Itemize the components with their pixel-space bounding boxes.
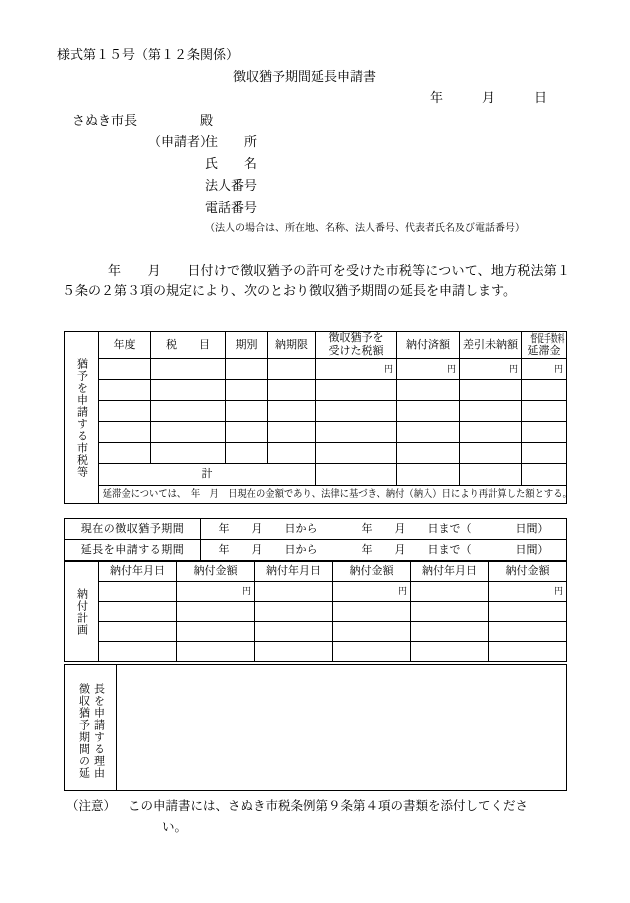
- table-row: [65, 642, 567, 662]
- yen-unit: 円: [446, 363, 456, 374]
- tax-cell-taxitem[interactable]: [151, 380, 226, 401]
- plan-cell-amount-1[interactable]: [177, 582, 255, 602]
- tax-cell-paid-amount[interactable]: [397, 422, 460, 443]
- tax-cell-granted-amount[interactable]: [316, 443, 397, 464]
- plan-col-header-amount-1: 納付金額: [177, 562, 255, 582]
- reason-side-label-left: 徴収猶予期間の延: [77, 682, 90, 779]
- tax-table-side-label: [65, 332, 99, 504]
- plan-cell-date-2[interactable]: [255, 582, 333, 602]
- plan-cell-amount-2[interactable]: [333, 642, 411, 662]
- plan-cell-amount-3[interactable]: [489, 582, 567, 602]
- plan-cell-amount-3[interactable]: [489, 622, 567, 642]
- footnote-continuation: い。: [162, 820, 188, 834]
- tax-cell-unpaid-balance[interactable]: [460, 422, 522, 443]
- plan-cell-date-2[interactable]: [255, 642, 333, 662]
- tax-cell-fee-and-arrears[interactable]: [522, 401, 567, 422]
- tax-table-footnote-cell: [99, 486, 572, 504]
- tax-cell-granted-amount[interactable]: [316, 380, 397, 401]
- payment-plan-side-label: [65, 562, 99, 662]
- tax-cell-granted-amount[interactable]: [316, 422, 397, 443]
- tax-total-label: 計: [99, 464, 316, 486]
- addressee-honorific: 殿: [200, 113, 214, 128]
- tax-cell-period[interactable]: [226, 359, 268, 380]
- reason-table: [64, 664, 567, 791]
- reason-input-area[interactable]: [117, 665, 567, 791]
- tax-cell-taxitem[interactable]: [151, 422, 226, 443]
- extension-period-row: [65, 540, 567, 561]
- applicant-tag: （申請者）: [148, 134, 214, 149]
- footnote-lead: （注意）: [66, 799, 117, 813]
- payment-plan-table: [64, 561, 567, 662]
- plan-cell-date-1[interactable]: [99, 642, 177, 662]
- granted-amount-line2: 受けた税額: [328, 345, 384, 357]
- tax-total-row: [65, 464, 567, 486]
- applicant-name-label: 氏 名: [205, 156, 258, 171]
- plan-cell-amount-1[interactable]: [177, 602, 255, 622]
- form-number: 様式第１５号（第１２条関係）: [57, 47, 240, 62]
- tax-cell-paid-amount[interactable]: [397, 359, 460, 380]
- plan-cell-date-2[interactable]: [255, 622, 333, 642]
- fee-and-arrears-line1: 督促手数料: [530, 332, 565, 345]
- tax-cell-paid-amount[interactable]: [397, 443, 460, 464]
- plan-cell-date-3[interactable]: [411, 622, 489, 642]
- tax-total-unpaid-balance[interactable]: [460, 464, 522, 486]
- table-row: [65, 582, 567, 602]
- tax-cell-granted-amount[interactable]: [316, 401, 397, 422]
- table-row: [65, 443, 567, 464]
- extension-period-label: 延長を申請する期間: [65, 540, 201, 561]
- plan-cell-amount-2[interactable]: [333, 582, 411, 602]
- reason-side-label: [65, 665, 117, 791]
- plan-col-header-amount-3: 納付金額: [489, 562, 567, 582]
- plan-col-header-amount-2: 納付金額: [333, 562, 411, 582]
- body-paragraph: 年 月 日付けで徴収猶予の許可を受けた市税等について、地方税法第１５条の２第３項の規定により、次のとおり徴収猶予期間の延長を申請します。: [62, 263, 570, 298]
- table-row: [65, 422, 567, 443]
- tax-cell-paid-amount[interactable]: [397, 380, 460, 401]
- plan-cell-amount-3[interactable]: [489, 602, 567, 622]
- tax-cell-unpaid-balance[interactable]: [460, 359, 522, 380]
- plan-cell-date-3[interactable]: [411, 602, 489, 622]
- tax-cell-duedate[interactable]: [268, 443, 316, 464]
- tax-cell-period[interactable]: [226, 401, 268, 422]
- tax-cell-period[interactable]: [226, 380, 268, 401]
- suspension-period-table: [64, 518, 567, 561]
- applicant-address-label: 住 所: [205, 134, 258, 149]
- footnote: [66, 796, 572, 838]
- table-row: [65, 359, 567, 380]
- table-row: [65, 380, 567, 401]
- extension-period-value[interactable]: 年 月 日から 年 月 日まで（ 日間）: [201, 540, 567, 561]
- tax-cell-unpaid-balance[interactable]: [460, 443, 522, 464]
- plan-cell-date-1[interactable]: [99, 582, 177, 602]
- plan-cell-amount-3[interactable]: [489, 642, 567, 662]
- yen-unit: 円: [241, 586, 251, 596]
- tax-cell-duedate[interactable]: [268, 359, 316, 380]
- plan-cell-amount-1[interactable]: [177, 622, 255, 642]
- tax-col-header-taxitem: 税 目: [151, 332, 226, 359]
- tax-cell-duedate[interactable]: [268, 380, 316, 401]
- tax-cell-year[interactable]: [99, 401, 151, 422]
- tax-cell-unpaid-balance[interactable]: [460, 380, 522, 401]
- plan-col-header-date-2: 納付年月日: [255, 562, 333, 582]
- current-period-value[interactable]: 年 月 日から 年 月 日まで（ 日間）: [201, 519, 567, 540]
- tax-col-header-unpaid-balance: 差引未納額: [460, 332, 522, 359]
- corporate-note: （法人の場合は、所在地、名称、法人番号、代表者氏名及び電話番号）: [205, 223, 525, 234]
- tax-cell-duedate[interactable]: [268, 422, 316, 443]
- current-period-label: 現在の徴収猶予期間: [65, 519, 201, 540]
- tax-cell-paid-amount[interactable]: [397, 401, 460, 422]
- addressee-name: さぬき市長: [72, 113, 138, 128]
- plan-cell-date-3[interactable]: [411, 642, 489, 662]
- tax-cell-period[interactable]: [226, 422, 268, 443]
- tax-col-header-fee-and-arrears: [522, 332, 567, 359]
- plan-cell-date-3[interactable]: [411, 582, 489, 602]
- tax-cell-period[interactable]: [226, 443, 268, 464]
- plan-cell-amount-2[interactable]: [333, 602, 411, 622]
- table-row: [65, 622, 567, 642]
- page-title: 徴収猶予期間延長申請書: [233, 69, 377, 84]
- tax-total-granted-amount[interactable]: [316, 464, 397, 486]
- tax-cell-taxitem[interactable]: [151, 443, 226, 464]
- footnote-text: この申請書には、さぬき市税条例第９条第４項の書類を添付してくださ: [128, 799, 529, 813]
- tax-table-side-label-text: 猶予を申請する市税等: [75, 357, 88, 478]
- tax-col-header-year: 年度: [99, 332, 151, 359]
- tax-col-header-period: 期別: [226, 332, 268, 359]
- reason-side-label-right: 長を申請する理由: [92, 682, 105, 779]
- tax-col-header-granted-amount: [316, 332, 397, 359]
- plan-col-header-date-3: 納付年月日: [411, 562, 489, 582]
- tax-cell-year[interactable]: [99, 359, 151, 380]
- table-row: [65, 602, 567, 622]
- tax-cell-duedate[interactable]: [268, 401, 316, 422]
- tax-cell-granted-amount[interactable]: [316, 359, 397, 380]
- tax-table-footnote-text: 延滞金については、 年 月 日現在の金額であり、法律に基づき、納付（納入）日により再計算した額とする。: [102, 489, 572, 500]
- tax-cell-fee-and-arrears[interactable]: [522, 422, 567, 443]
- tax-col-header-duedate: 納期限: [268, 332, 316, 359]
- plan-col-header-date-1: 納付年月日: [99, 562, 177, 582]
- yen-unit: 円: [397, 586, 407, 596]
- yen-unit: 円: [553, 363, 563, 374]
- tax-cell-year[interactable]: [99, 443, 151, 464]
- tax-cell-year[interactable]: [99, 380, 151, 401]
- payment-plan-side-label-text: 納付計画: [75, 587, 88, 636]
- applicant-corporate-number-label: 法人番号: [205, 178, 258, 193]
- table-row: [65, 401, 567, 422]
- tax-cell-fee-and-arrears[interactable]: [522, 359, 567, 380]
- tax-col-header-paid-amount: 納付済額: [397, 332, 460, 359]
- tax-total-fee-and-arrears[interactable]: [522, 464, 567, 486]
- granted-amount-line1: 徴収猶予を: [328, 332, 384, 344]
- tax-items-table: [64, 331, 572, 504]
- plan-cell-amount-2[interactable]: [333, 622, 411, 642]
- yen-unit: 円: [383, 363, 393, 374]
- tax-cell-year[interactable]: [99, 422, 151, 443]
- tax-cell-fee-and-arrears[interactable]: [522, 443, 567, 464]
- tax-cell-unpaid-balance[interactable]: [460, 401, 522, 422]
- tax-cell-taxitem[interactable]: [151, 401, 226, 422]
- yen-unit: 円: [553, 586, 563, 596]
- fee-and-arrears-line2: 延滞金: [527, 344, 561, 357]
- plan-cell-date-2[interactable]: [255, 602, 333, 622]
- tax-total-paid-amount[interactable]: [397, 464, 460, 486]
- plan-cell-amount-1[interactable]: [177, 642, 255, 662]
- tax-cell-taxitem[interactable]: [151, 359, 226, 380]
- tax-table-footnote-row: [65, 486, 567, 504]
- tax-cell-fee-and-arrears[interactable]: [522, 380, 567, 401]
- plan-cell-date-1[interactable]: [99, 622, 177, 642]
- current-period-row: [65, 519, 567, 540]
- yen-unit: 円: [508, 363, 518, 374]
- header-date-line: 年 月 日: [430, 90, 548, 105]
- plan-cell-date-1[interactable]: [99, 602, 177, 622]
- applicant-telephone-label: 電話番号: [205, 200, 258, 215]
